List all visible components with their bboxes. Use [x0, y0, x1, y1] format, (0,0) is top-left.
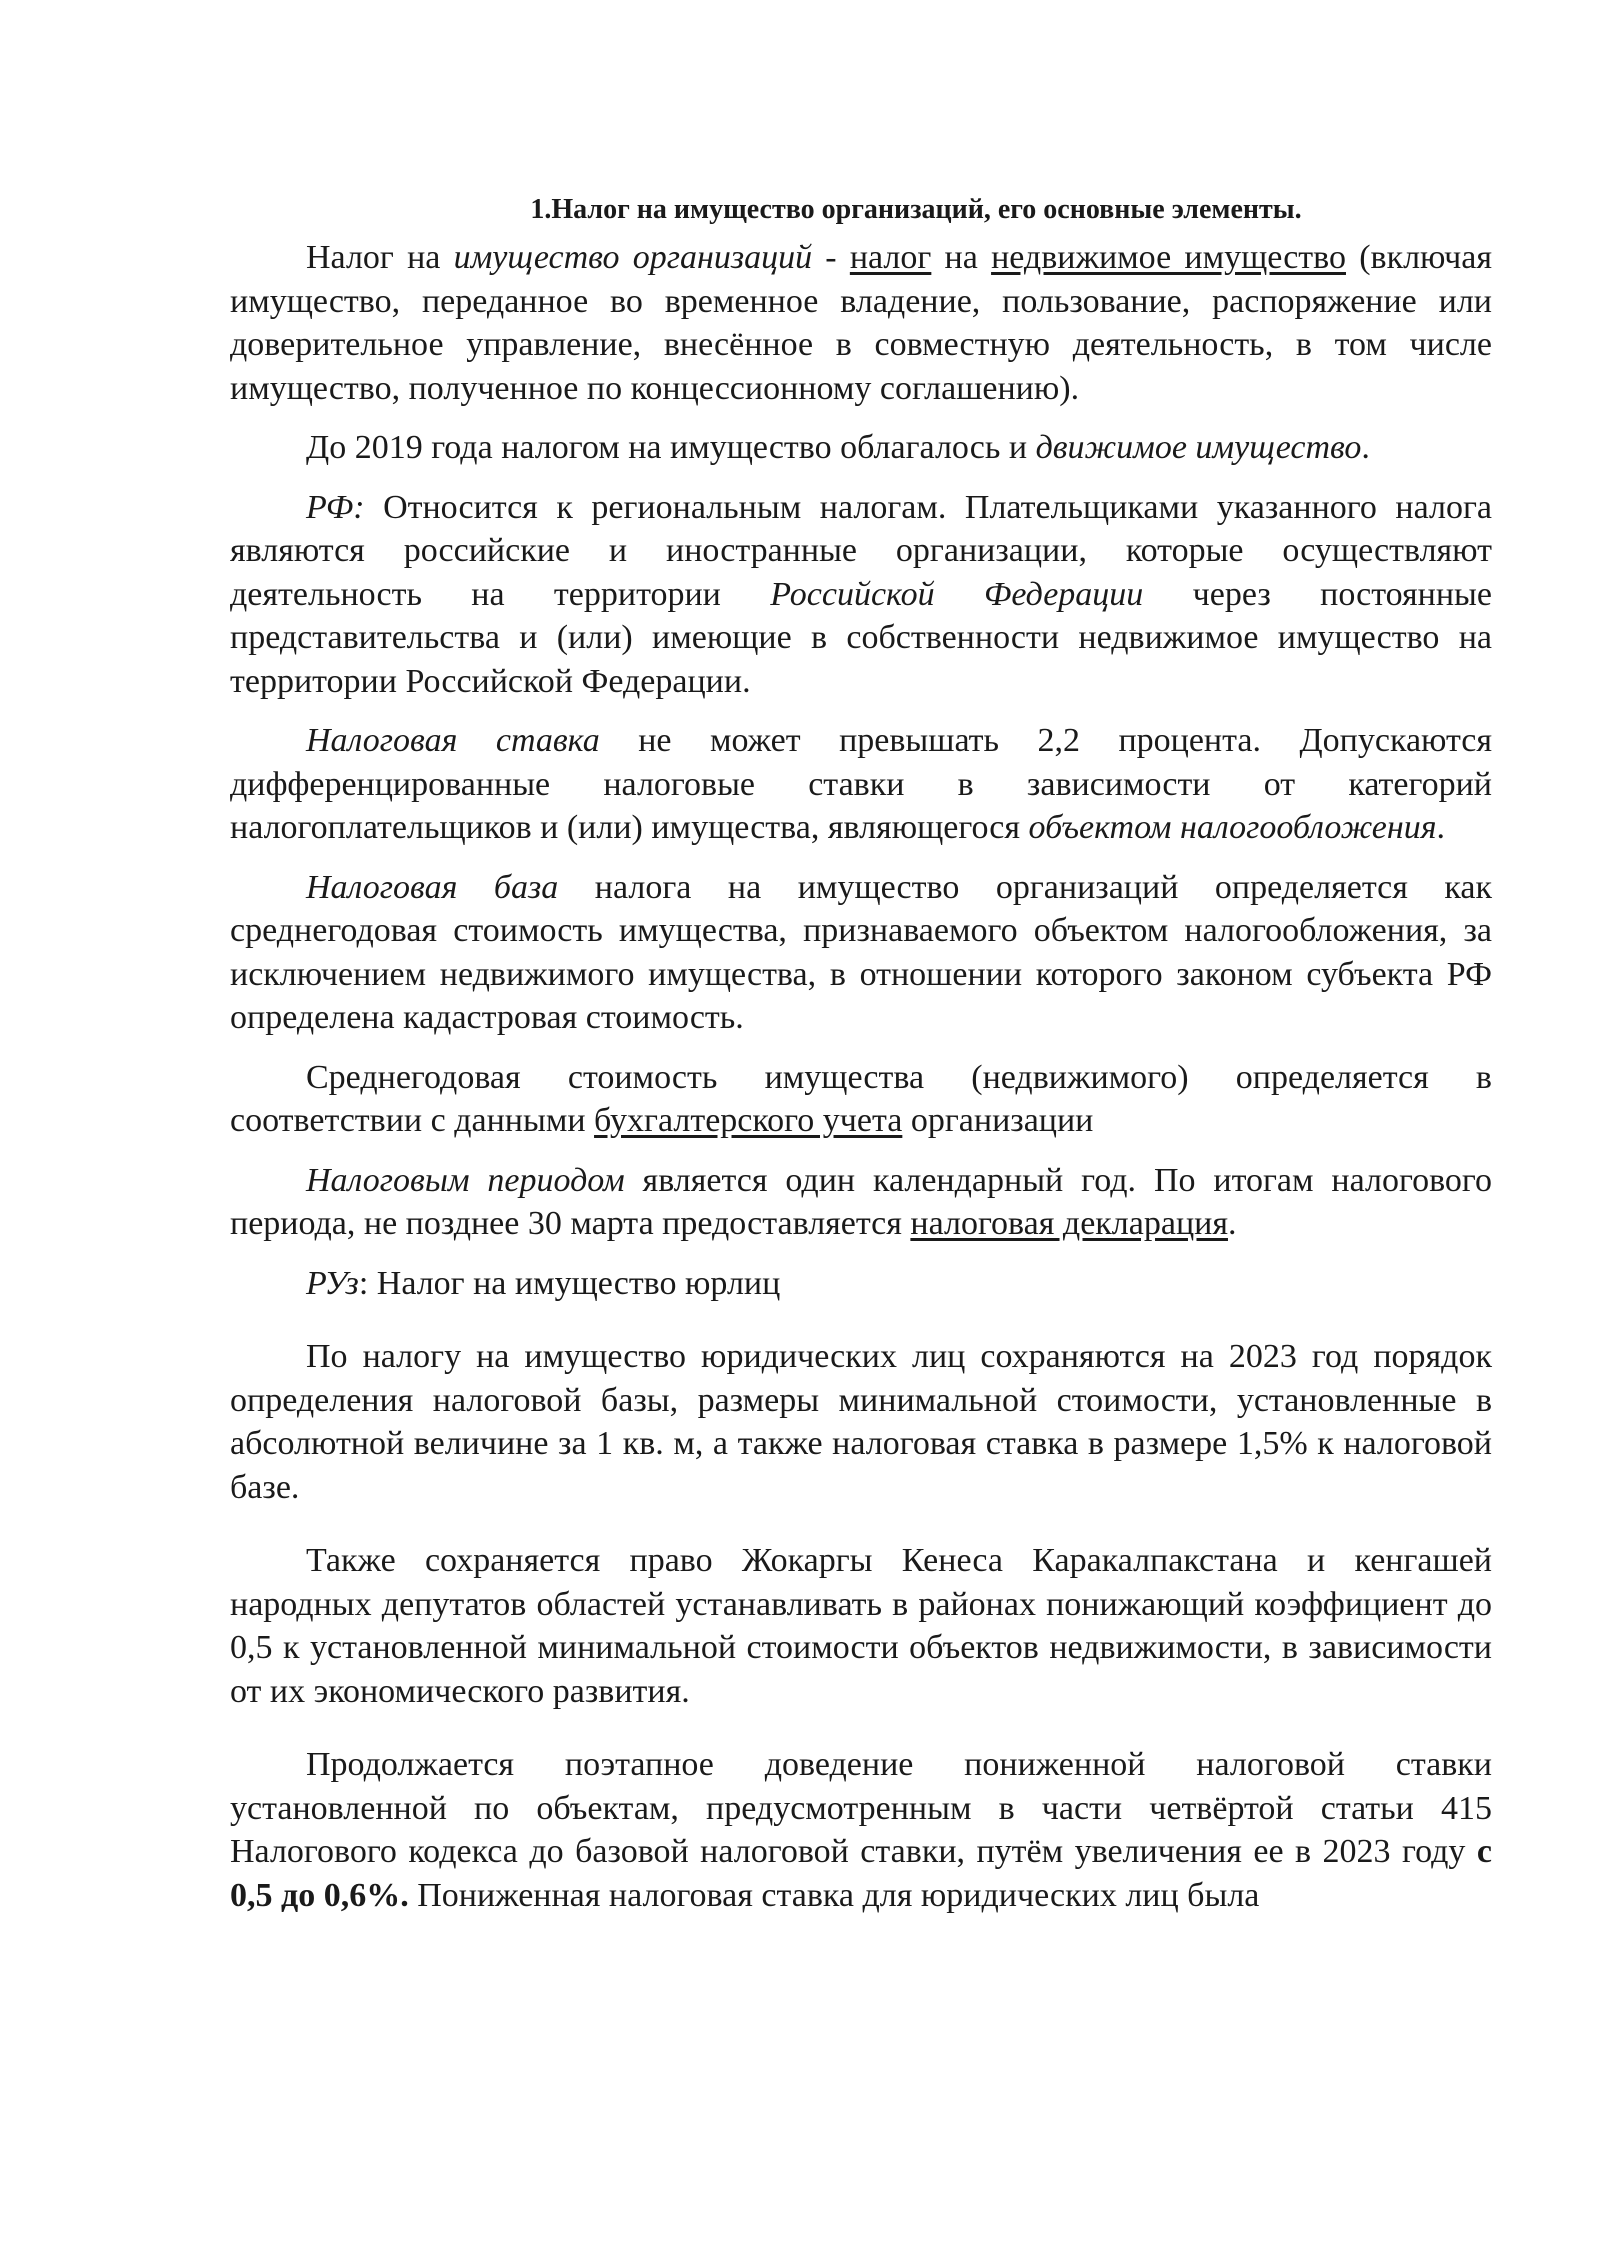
text-run: через постоянные представительства и (или) имеющие в собственности недвижимое имущество на территории Российской Федерации. [230, 575, 1492, 700]
emphasis-text: Налоговая база [306, 868, 559, 906]
underlined-term: бухгалтерского учета [594, 1102, 903, 1139]
emphasis-text: имущество организаций [453, 239, 813, 276]
paragraph-definition [230, 236, 1492, 410]
paragraph-rf-payers [230, 486, 1492, 704]
text-run: Продолжается поэтапное доведение пониженной налоговой ставки установленной по объектам, предусмотренным в части четвёртой статьи 415 Налогового кодекса до базовой налоговой ставки, путём увеличения ее в 2023 году [230, 1746, 1492, 1870]
emphasis-text: объектом налогообложения [1028, 809, 1437, 846]
text-run: - [812, 239, 850, 276]
document-title: 1.Налог на имущество организаций, его основные элементы. [530, 194, 1302, 225]
paragraph-tax-rate [230, 719, 1492, 850]
paragraph-tax-base [230, 866, 1492, 1040]
text-run: Пониженная налоговая ставка для юридических лиц была [408, 1876, 1260, 1914]
text-run: Среднегодовая стоимость имущества (недвижимого) определяется в соответствии с данными [230, 1058, 1492, 1139]
text-run: По налогу на имущество юридических лиц сохраняются на 2023 год порядок определения налоговой базы, размеры минимальной стоимости, установленные в абсолютной величине за 1 кв. м, а также налоговая ставка в размере 1,5% к налоговой базе. [230, 1338, 1492, 1506]
paragraph-ruz-reduced-rate [230, 1743, 1492, 1917]
text-run: . [1227, 1205, 1237, 1242]
paragraph-movable-property [230, 426, 1492, 470]
text-run: (включая имущество, переданное во временное владение, пользование, распоряжение или доверительное управление, внесённое в совместную деятельность, в том числе имущество, полученное по концессионному соглашению). [230, 239, 1492, 407]
paragraph-average-value [230, 1056, 1492, 1143]
text-run: на [931, 239, 992, 276]
text-run: Также сохраняется право Жокаргы Кенеса Каракалпакстана и кенгашей народных депутатов областей устанавливать в районах понижающий коэффициент до 0,5 к установленной минимальной стоимости объектов недвижимости, в зависимости от их экономического развития. [230, 1542, 1492, 1710]
paragraph-ruz-coefficient [230, 1539, 1492, 1713]
text-run: . [1361, 429, 1370, 466]
text-run: является один календарный год. По итогам налогового периода, не позднее 30 марта предоставляется [230, 1161, 1492, 1242]
text-run: Налог на [306, 239, 454, 276]
emphasis-text: Налоговая ставка [306, 722, 600, 759]
text-run: Относится к региональным налогам. Плательщиками указанного налога являются российские и иностранные организации, которые осуществляют деятельность на территории [230, 488, 1492, 613]
text-run: организации [902, 1102, 1094, 1139]
text-run: : Налог на имущество юрлиц [358, 1264, 781, 1302]
underlined-term: налоговая декларация [910, 1205, 1228, 1242]
underlined-term: недвижимое имущество [991, 239, 1346, 276]
emphasis-text: РУз [306, 1264, 359, 1302]
emphasis-text: РФ: [306, 488, 365, 526]
text-run: . [1436, 809, 1446, 846]
emphasis-text: движимое имущество [1035, 429, 1362, 466]
text-run: налога на имущество организаций определяется как среднегодовая стоимость имущества, признаваемого объектом налогообложения, за исключением недвижимого имущества, в отношении которого законом субъекта РФ определена кадастровая стоимость. [230, 868, 1492, 1036]
paragraph-ruz-rate [230, 1335, 1492, 1509]
paragraph-tax-period [230, 1159, 1492, 1246]
document-body [230, 190, 1492, 1917]
text-run: До 2019 года налогом на имущество облагалось и [306, 429, 1036, 466]
paragraph-ruz-heading [230, 1262, 1492, 1306]
bold-text: с 0,5 до 0,6%. [230, 1833, 1492, 1914]
underlined-term: налог [849, 239, 932, 276]
emphasis-text: Российской Федерации [770, 575, 1144, 613]
text-run: не может превышать 2,2 процента. Допускаются дифференцированные налоговые ставки в зависимости от категорий налогоплательщиков и (или) имущества, являющегося [230, 722, 1492, 846]
emphasis-text: Налоговым периодом [306, 1161, 625, 1199]
